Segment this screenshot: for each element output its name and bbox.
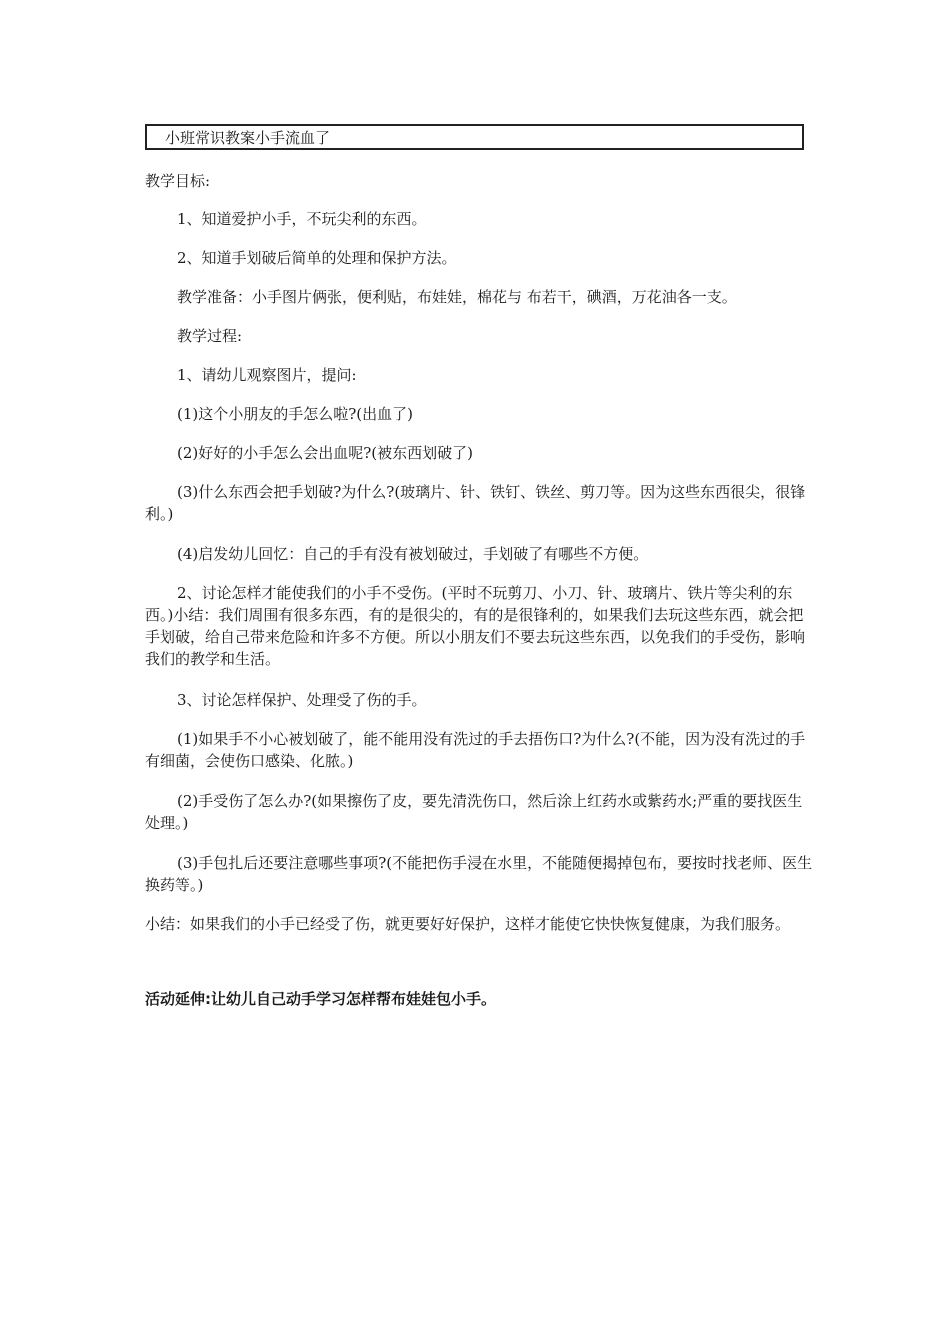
- step-2: 2、讨论怎样才能使我们的小手不受伤。(平时不玩剪刀、小刀、针、玻璃片、铁片等尖利的东西。)小结：我们周围有很多东西，有的是很尖的，有的是很锋利的，如果我们去玩这些东西，就会把手划破，给自己带来危险和许多不方便。所以小朋友们不要去玩这些东西，以免我们的手受伤，影响我们的教学和生活。: [145, 584, 806, 668]
- question-7: (3)手包扎后还要注意哪些事项?(不能把伤手浸在水里，不能随便揭掉包布，要按时找老师、医生换药等。): [145, 854, 813, 894]
- title-box: [145, 124, 804, 150]
- question-4: (4)启发幼儿回忆：自己的手有没有被划破过，手划破了有哪些不方便。: [177, 545, 649, 563]
- summary-paragraph: 小结：如果我们的小手已经受了伤，就更要好好保护，这样才能使它快快恢复健康，为我们服务。: [145, 915, 791, 933]
- goal-item-1: 1、知道爱护小手，不玩尖利的东西。: [177, 210, 427, 228]
- question-6: (2)手受伤了怎么办?(如果擦伤了皮，要先清洗伤口，然后涂上红药水或紫药水;严重的要找医生处理。): [145, 792, 803, 832]
- question-3: (3)什么东西会把手划破?为什么?(玻璃片、针、铁钉、铁丝、剪刀等。因为这些东西很尖，很锋利。): [145, 483, 806, 523]
- question-5: (1)如果手不小心被划破了，能不能用没有洗过的手去捂伤口?为什么?(不能，因为没有洗过的手有细菌，会使伤口感染、化脓。): [145, 730, 806, 770]
- step-1: 1、请幼儿观察图片，提问:: [177, 366, 357, 384]
- step-3: 3、讨论怎样保护、处理受了伤的手。: [177, 691, 427, 709]
- preparation-paragraph: 教学准备：小手图片俩张，便利贴，布娃娃，棉花与 布若干，碘酒，万花油各一支。: [177, 288, 737, 306]
- goals-heading: 教学目标:: [145, 172, 211, 190]
- question-2: (2)好好的小手怎么会出血呢?(被东西划破了): [177, 444, 473, 462]
- goal-item-2: 2、知道手划破后简单的处理和保护方法。: [177, 249, 457, 267]
- process-heading: 教学过程:: [177, 327, 243, 345]
- document-title: 小班常识教案小手流血了: [165, 129, 331, 147]
- activity-extension: 活动延伸:让幼儿自己动手学习怎样帮布娃娃包小手。: [145, 990, 497, 1008]
- question-1: (1)这个小朋友的手怎么啦?(出血了): [177, 405, 413, 423]
